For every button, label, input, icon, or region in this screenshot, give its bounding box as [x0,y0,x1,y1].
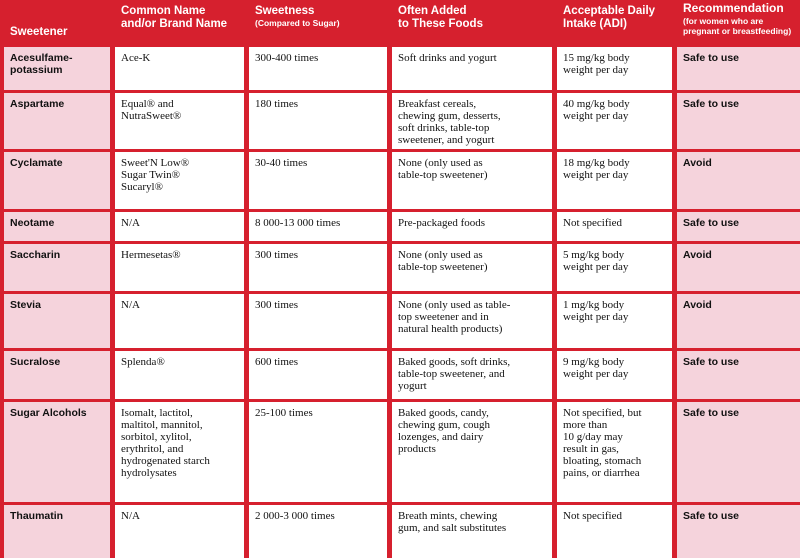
cell-adi-line: result in gas, [563,443,619,455]
cell-sweetness [249,152,387,209]
header-added-to [392,0,552,44]
cell-sweetness-line: 180 times [255,98,299,110]
cell-brand-name-line: Ace-K [121,52,151,64]
cell-foods-line: soft drinks, table-top [398,122,490,134]
cell-brand-name-line: Equal® and [121,98,174,110]
cell-adi-line: 1 mg/kg body [563,299,625,311]
cell-sweetener [4,93,110,149]
cell-sweetener-line: Acesulfame- [10,52,73,64]
header-added-to-line2: to These Foods [398,18,483,30]
cell-foods-line: Baked goods, candy, [398,407,489,419]
cell-adi [557,351,672,399]
cell-sweetness-line: 600 times [255,356,299,368]
cell-recommendation: Safe to use [677,402,800,502]
header-common-name [115,0,244,44]
cell-brand-name-line: Sugar Twin® [121,169,181,181]
cell-adi-line: weight per day [563,169,629,181]
sweetener-table [4,0,800,558]
cell-sweetener-line: Aspartame [10,98,65,110]
cell-foods-line: table-top sweetener, and [398,368,505,380]
cell-brand-name [115,351,244,399]
cell-foods [392,93,552,149]
cell-recommendation: Safe to use [677,351,800,399]
cell-foods-line: None (only used as [398,249,483,261]
cell-foods [392,505,552,558]
cell-sweetener-line: Sugar Alcohols [10,407,87,419]
cell-brand-name-line: sorbitol, xylitol, [121,431,192,443]
cell-foods-line: Breakfast cereals, [398,98,477,110]
cell-foods-line: chewing gum, cough [398,419,490,431]
cell-sweetener [4,402,110,502]
cell-foods-line: gum, and salt substitutes [398,522,507,534]
header-adi-line1: Acceptable Daily [563,5,656,17]
cell-recommendation: Safe to use [677,47,800,90]
cell-brand-name-line: hydrolysates [121,467,177,479]
cell-foods-line: yogurt [398,380,427,392]
cell-foods-line: Pre-packaged foods [398,217,486,229]
cell-foods-line: None (only used as table- [398,299,511,311]
cell-sweetness [249,351,387,399]
cell-adi [557,93,672,149]
cell-sweetness [249,244,387,291]
cell-foods-line: natural health products) [398,323,503,335]
cell-foods-line: products [398,443,436,455]
cell-brand-name-line: N/A [121,510,140,522]
cell-adi-line: 40 mg/kg body [563,98,630,110]
cell-sweetness-line: 30-40 times [255,157,308,169]
header-recommendation [677,0,800,44]
cell-sweetener [4,244,110,291]
cell-foods [392,244,552,291]
cell-adi-line: 15 mg/kg body [563,52,630,64]
cell-sweetener [4,505,110,558]
header-recommendation-sub1: (for women who are [683,16,764,26]
cell-sweetness [249,93,387,149]
cell-brand-name-line: N/A [121,299,140,311]
cell-sweetness-line: 8 000-13 000 times [255,217,341,229]
cell-foods-line: sweetener, and yogurt [398,134,495,146]
cell-sweetness [249,505,387,558]
cell-foods-line: Baked goods, soft drinks, [398,356,511,368]
cell-sweetness-line: 2 000-3 000 times [255,510,335,522]
cell-brand-name-line: Sucaryl® [121,181,163,193]
header-sweetener: Sweetener [10,26,68,38]
cell-adi-line: 5 mg/kg body [563,249,625,261]
cell-adi-line: 18 mg/kg body [563,157,630,169]
cell-sweetness [249,294,387,348]
cell-foods [392,152,552,209]
cell-sweetness-line: 300 times [255,249,299,261]
cell-adi-line: 10 g/day may [563,431,623,443]
header-added-to-line1: Often Added [398,5,467,17]
cell-foods [392,402,552,502]
cell-adi [557,152,672,209]
cell-sweetness [249,402,387,502]
cell-brand-name-line: NutraSweet® [121,110,182,122]
cell-foods-line: None (only used as [398,157,483,169]
cell-brand-name [115,505,244,558]
cell-adi-line: Not specified [563,217,622,229]
cell-brand-name-line: Sweet'N Low® [121,157,190,169]
cell-brand-name [115,244,244,291]
cell-adi-line: weight per day [563,311,629,323]
cell-adi-line: more than [563,419,608,431]
cell-sweetener-line: Cyclamate [10,157,63,169]
cell-brand-name [115,93,244,149]
cell-sweetener-line: Thaumatin [10,510,64,522]
cell-brand-name-line: Splenda® [121,356,165,368]
header-common-name-line2: and/or Brand Name [121,18,228,30]
cell-brand-name [115,294,244,348]
cell-foods-line: table-top sweetener) [398,169,488,181]
cell-sweetness [249,212,387,241]
cell-adi [557,47,672,90]
cell-sweetener-line: Neotame [10,217,55,229]
cell-brand-name-line: Isomalt, lactitol, [121,407,193,419]
cell-adi [557,505,672,558]
cell-brand-name [115,212,244,241]
cell-adi-line: weight per day [563,261,629,273]
cell-adi [557,402,672,502]
cell-brand-name-line: hydrogenated starch [121,455,210,467]
cell-adi [557,294,672,348]
cell-brand-name-line: maltitol, mannitol, [121,419,203,431]
cell-sweetness [249,47,387,90]
cell-sweetener [4,47,110,90]
header-sweetness-title: Sweetness [255,5,315,17]
cell-brand-name-line: erythritol, and [121,443,184,455]
cell-sweetener [4,152,110,209]
cell-adi-line: Not specified, but [563,407,642,419]
cell-sweetener-line: Stevia [10,299,41,311]
cell-brand-name [115,402,244,502]
cell-adi-line: bloating, stomach [563,455,642,467]
cell-foods-line: chewing gum, desserts, [398,110,501,122]
cell-sweetness-line: 300 times [255,299,299,311]
cell-sweetness-line: 25-100 times [255,407,313,419]
cell-recommendation: Safe to use [677,93,800,149]
header-common-name-line1: Common Name [121,5,206,17]
cell-foods [392,47,552,90]
cell-brand-name-line: N/A [121,217,140,229]
cell-brand-name-line: Hermesetas® [121,249,181,261]
cell-adi-line: pains, or diarrhea [563,467,640,479]
cell-brand-name [115,47,244,90]
cell-adi-line: weight per day [563,64,629,76]
header-sweetness [249,0,387,44]
cell-foods-line: Breath mints, chewing [398,510,498,522]
cell-foods-line: table-top sweetener) [398,261,488,273]
cell-foods [392,212,552,241]
cell-foods [392,351,552,399]
cell-adi [557,244,672,291]
cell-recommendation: Avoid [677,294,800,348]
cell-adi-line: Not specified [563,510,622,522]
header-adi [557,0,672,44]
cell-adi [557,212,672,241]
cell-foods-line: Soft drinks and yogurt [398,52,497,64]
cell-sweetener-line: Saccharin [10,249,61,261]
header-sweetness-subtitle: (Compared to Sugar) [255,18,340,28]
cell-adi-line: weight per day [563,110,629,122]
cell-adi-line: weight per day [563,368,629,380]
cell-sweetener-line: Sucralose [10,356,61,368]
cell-foods-line: lozenges, and dairy [398,431,484,443]
header-recommendation-sub2: pregnant or breastfeeding) [683,26,792,36]
cell-foods [392,294,552,348]
cell-adi-line: 9 mg/kg body [563,356,625,368]
cell-foods-line: top sweetener and in [398,311,489,323]
cell-recommendation: Safe to use [677,505,800,558]
cell-sweetener [4,351,110,399]
cell-recommendation: Avoid [677,152,800,209]
cell-sweetness-line: 300-400 times [255,52,319,64]
cell-sweetener [4,212,110,241]
cell-brand-name [115,152,244,209]
header-recommendation-title: Recommendation [683,1,784,15]
cell-recommendation: Avoid [677,244,800,291]
cell-sweetener [4,294,110,348]
cell-recommendation: Safe to use [677,212,800,241]
header-adi-line2: Intake (ADI) [563,18,627,30]
cell-sweetener-line: potassium [10,64,63,76]
